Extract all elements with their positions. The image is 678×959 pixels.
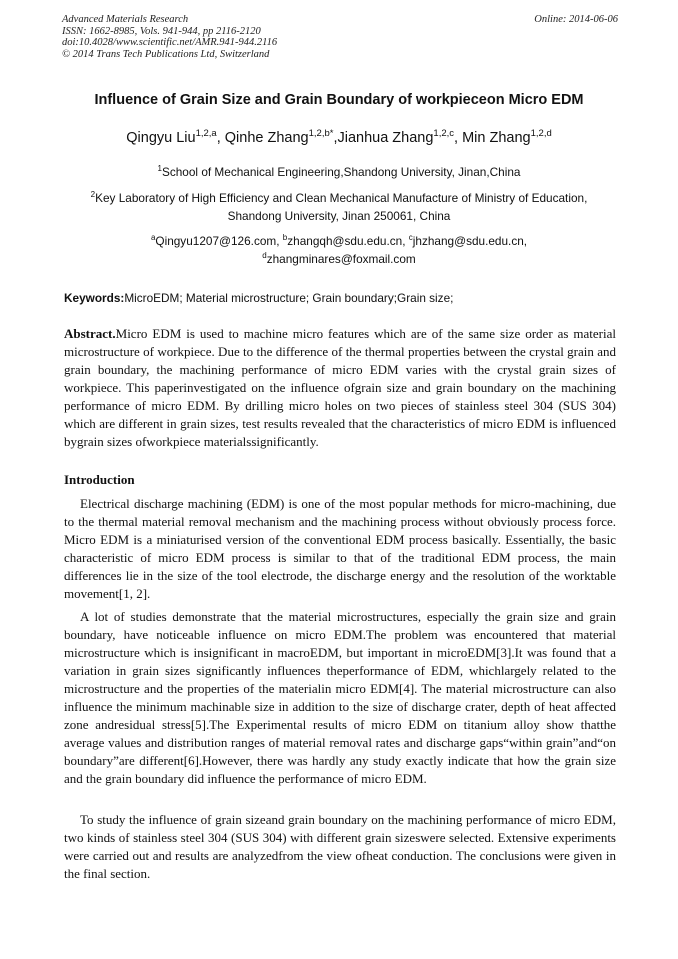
affiliation-text: School of Mechanical Engineering,Shandong University, Jinan,China	[161, 165, 521, 179]
abstract-text: Micro EDM is used to machine micro features which are of the same size order as material microstructure of workpiece. Due to the difference of the thermal properties between the crystal grain and grain boundary, the machining performance of micro EDM varies with the crystal grain sizes of workpiece. This paperinvestigated on the influence ofgrain size and grain boundary on the machining performance of micro EDM. By drilling micro holes on two pieces of stainless steel 304 (SUS 304) which are different in grain sizes, test results revealed that the characteristics of micro EDM is influenced bygrain sizes ofworkpiece materialssignificantly.	[64, 326, 616, 450]
author-affiliation-mark: 1,2,a	[195, 128, 217, 139]
author-name: Qingyu Liu	[126, 130, 196, 146]
affiliation-mark: 2	[90, 190, 96, 199]
paragraph: A lot of studies demonstrate that the material microstructures, especially the grain size and grain boundary, have noticeable influence on micro EDM.The problem was encountered that material microstructure which is insignificant in macroEDM, but important in microEDM[3].It was found that a variation in grain sizes significantly influences theperformance of EDM, whichlargely related to the microstructure and the properties of the materialin micro EDM[4]. The material microstructure can also influence the minimum machinable size in addition to the size of discharge crater, depth of heat affected zone andresidual stress[5].The Experimental results of micro EDM on titanium alloy show thatthe average values and distribution ranges of material removal rates and discharge gaps“within grain”and“on boundary”are different[6].However, there was hardly any study exactly indicate that how the grain size and the grain boundary did influence the performance of micro EDM.	[64, 609, 616, 787]
journal-header	[62, 14, 618, 60]
keywords-text: MicroEDM; Material microstructure; Grain boundary;Grain size;	[124, 291, 454, 305]
affiliation-mark: 1	[157, 164, 162, 173]
author-name: Qinhe Zhang	[224, 130, 309, 146]
affiliation-2	[40, 190, 638, 225]
author-name: Jianhua Zhang	[337, 130, 434, 146]
author-separator: ,	[454, 130, 463, 146]
author-name: Min Zhang	[462, 130, 531, 146]
email-list	[40, 233, 638, 268]
paragraph: Electrical discharge machining (EDM) is one of the most popular methods for micro-machining, due to the thermal material removal mechanism and the machining process without obviously process force. Micro EDM is a miniaturised version of the conventional EDM process basically. Essentially, the basic characteristic of micro EDM process is similar to that of the traditional EDM process, the main differences lie in the size of the tool electrode, the discharge energy and the resolution of the worktable movement[1, 2].	[64, 496, 616, 602]
paragraph: To study the influence of grain sizeand grain boundary on the machining performance of micro EDM, two kinds of stainless steel 304 (SUS 304) with different grain sizeswere selected. Extensive experiments were carried out and results are analyzedfrom the view ofheat conduction. The conclusions were given in the final section.	[64, 812, 616, 882]
copyright-line: © 2014 Trans Tech Publications Ltd, Switzerland	[62, 48, 270, 60]
email-address: Qingyu1207@126.com,	[155, 234, 283, 248]
email-line	[40, 233, 638, 251]
affiliation-line	[40, 190, 638, 208]
section-heading-introduction: Introduction	[64, 472, 135, 487]
author-separator: ,	[333, 130, 338, 146]
email-line	[40, 251, 638, 269]
issn-line: ISSN: 1662-8985, Vols. 941-944, pp 2116-2120	[62, 25, 261, 37]
email-address: zhangminares@foxmail.com	[266, 251, 416, 266]
author-list	[40, 128, 638, 148]
abstract-label: Abstract.	[64, 326, 116, 341]
affiliation-line: Shandong University, Jinan 250061, China	[227, 208, 451, 223]
paper-title: Influence of Grain Size and Grain Boundary of workpieceon Micro EDM	[94, 92, 584, 108]
doi-line: doi:10.4028/www.scientific.net/AMR.941-944.2116	[62, 37, 278, 48]
keywords-label: Keywords:	[64, 291, 125, 305]
journal-name: Advanced Materials Research	[62, 14, 189, 25]
email-mark: d	[262, 250, 267, 260]
online-date: Online: 2014-06-06	[534, 14, 618, 25]
author-affiliation-mark: 1,2,d	[530, 128, 552, 139]
affiliation-text: Key Laboratory of High Efficiency and Clean Mechanical Manufacture of Ministry of Education,	[95, 191, 588, 205]
keywords	[64, 290, 618, 307]
abstract	[64, 325, 616, 451]
email-mark: a	[150, 233, 156, 242]
affiliation-1	[40, 164, 638, 182]
email-mark: b	[282, 233, 288, 242]
email-address: jhzhang@sdu.edu.cn,	[412, 234, 528, 248]
email-mark: c	[408, 233, 413, 242]
author-separator: ,	[216, 130, 225, 146]
author-affiliation-mark: 1,2,c	[433, 128, 455, 139]
email-address: zhangqh@sdu.edu.cn,	[287, 234, 409, 248]
author-affiliation-mark: 1,2,b*	[308, 128, 334, 139]
